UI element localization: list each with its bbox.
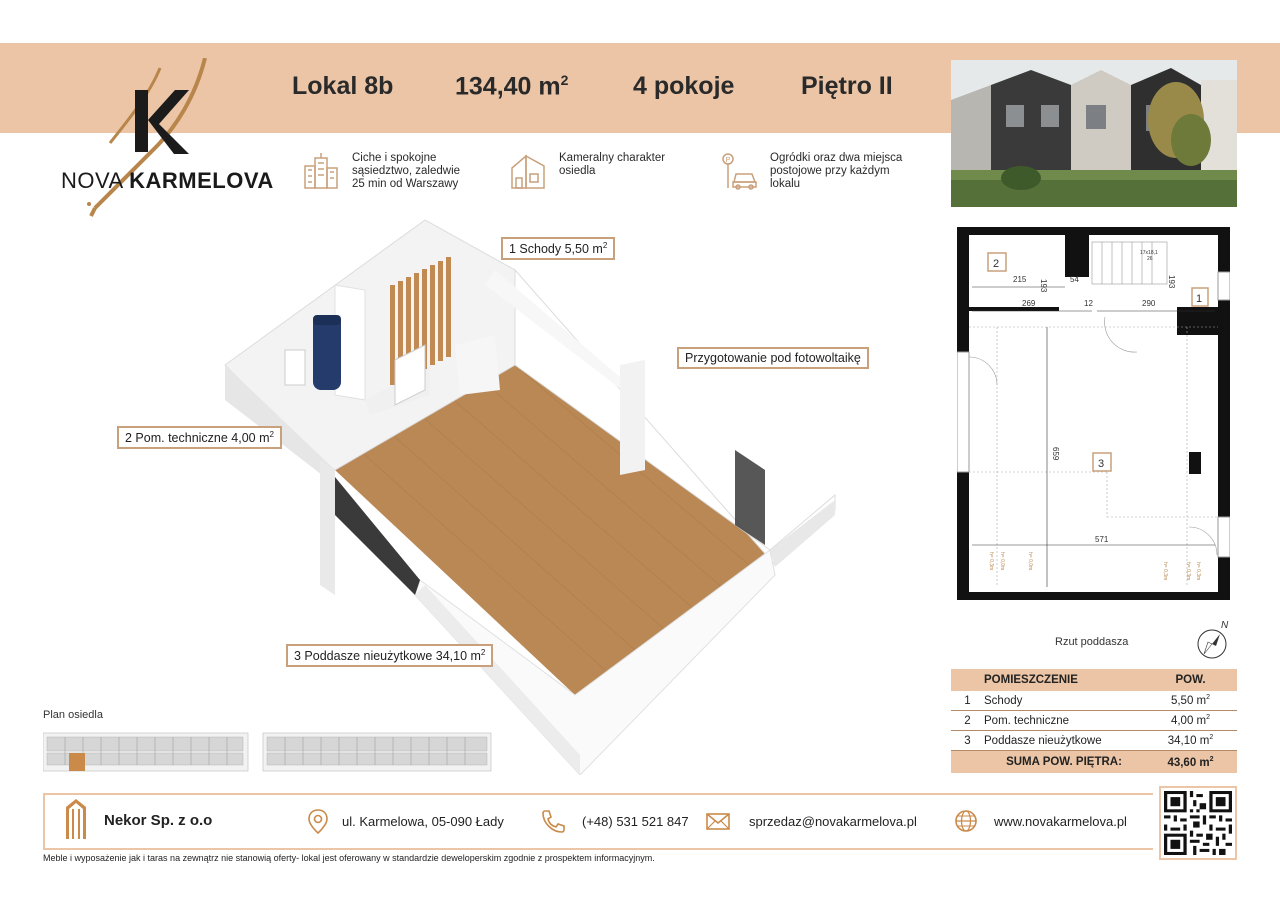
attic-3d-visualization: [215, 215, 845, 775]
building-icon: [302, 152, 340, 190]
feature-quiet-neighborhood: Ciche i spokojne sąsiedztwo, zaledwie 25 min od Warszawy: [302, 152, 467, 191]
rooms-table-total: SUMA POW. PIĘTRA: 43,60 $m^2$: [951, 751, 1237, 773]
svg-text:26: 26: [1147, 256, 1153, 262]
svg-text:h= 0,3m: h= 0,3m: [1185, 562, 1191, 581]
company-logo-icon: [63, 799, 89, 839]
svg-text:12: 12: [1084, 299, 1093, 308]
unit-rooms: 4 pokoje: [633, 72, 735, 100]
parking-car-icon: [720, 152, 758, 190]
svg-text:h= 0,3m: h= 0,3m: [1162, 562, 1168, 581]
svg-text:2: 2: [993, 258, 1000, 270]
floor-plan-caption: Rzut poddasza: [1055, 636, 1129, 648]
compass-icon: [1196, 618, 1232, 660]
brand-logo: [55, 58, 274, 218]
svg-text:290: 290: [1142, 299, 1156, 308]
svg-text:h= 0,3m: h= 0,3m: [1195, 562, 1201, 581]
label-stairs: 1 Schody 5,50 $m^2$: [501, 237, 615, 260]
label-attic: 3 Poddasze nieużytkowe 34,10 $m^2$: [286, 644, 493, 667]
svg-text:3: 3: [1098, 458, 1105, 470]
svg-text:571: 571: [1095, 535, 1109, 544]
svg-text:193: 193: [1167, 275, 1176, 289]
company-name: Nekor Sp. z o.o: [104, 812, 213, 829]
svg-text:215: 215: [1013, 275, 1027, 284]
feature-intimate-estate: Kameralny charakter osiedla: [509, 152, 674, 190]
svg-text:269: 269: [1022, 299, 1036, 308]
svg-text:1: 1: [1196, 293, 1203, 305]
address-text: ul. Karmelowa, 05-090 Łady: [342, 814, 504, 829]
feature-gardens-parking: P Ogródki oraz dwa miejsca postojowe przy każdym lokalu: [720, 152, 910, 191]
label-photovoltaics: Przygotowanie pod fotowoltaikę: [677, 347, 869, 369]
svg-text:h= 0,0m: h= 0,0m: [1027, 552, 1033, 571]
globe-icon: [953, 808, 979, 834]
disclaimer-text: Meble i wyposażenie jak i taras na zewnątrz nie stanowią oferty- lokal jest oferowany w standardzie deweloperskim zgodnie z prospektem informacyjnym.: [43, 853, 655, 863]
rooms-table: [951, 669, 1237, 773]
estate-photo: [951, 60, 1237, 207]
logo-text: NOVA KARMELOVA: [61, 168, 274, 193]
unit-number: Lokal 8b: [292, 72, 394, 100]
unit-area: 134,40 $m^2$: [455, 72, 569, 101]
attic-floor-plan: [957, 227, 1230, 600]
estate-plan-label: Plan osiedla: [43, 709, 103, 721]
label-technical-room: 2 Pom. techniczne 4,00 $m^2$: [117, 426, 282, 449]
svg-text:54: 54: [1070, 275, 1079, 284]
table-row: 1 Schody 5,50 $m^2$: [951, 691, 1237, 711]
phone-icon: [540, 808, 566, 834]
table-row: 3 Poddasze nieużytkowe 34,10 $m^2$: [951, 731, 1237, 751]
svg-text:659: 659: [1051, 447, 1060, 461]
svg-text:N: N: [1221, 620, 1229, 631]
svg-text:17x18,1: 17x18,1: [1140, 250, 1158, 256]
phone-text: (+48) 531 521 847: [582, 814, 689, 829]
house-icon: [509, 152, 547, 190]
svg-text:h= 0,3m: h= 0,3m: [988, 552, 994, 571]
logo-mark-icon: [55, 58, 270, 218]
qr-code[interactable]: [1159, 786, 1237, 860]
rooms-table-header: POMIESZCZENIE POW.: [951, 669, 1237, 691]
svg-text:P: P: [725, 157, 731, 164]
email-link[interactable]: sprzedaz@novakarmelova.pl: [749, 814, 917, 829]
estate-highlight-unit: [69, 753, 85, 771]
envelope-icon: [705, 808, 731, 834]
svg-text:193: 193: [1039, 279, 1048, 293]
unit-floor: Piętro II: [801, 72, 893, 100]
location-pin-icon: [305, 808, 331, 834]
svg-text:h= 0,0m: h= 0,0m: [999, 552, 1005, 571]
table-row: 2 Pom. techniczne 4,00 $m^2$: [951, 711, 1237, 731]
estate-plan-map: [43, 729, 493, 774]
website-link[interactable]: www.novakarmelova.pl: [994, 814, 1127, 829]
